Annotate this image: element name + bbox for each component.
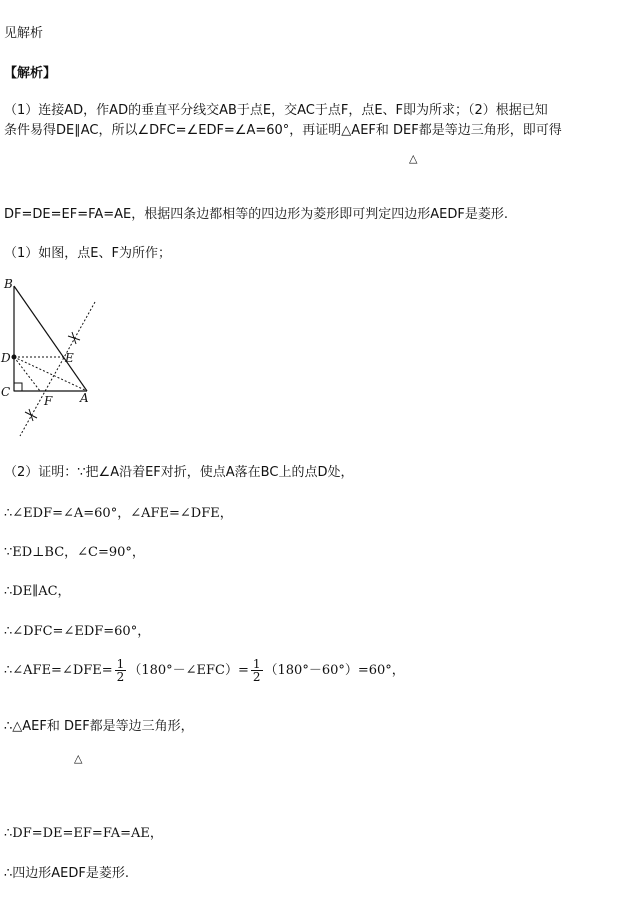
analysis-line-3: DF=DE=EF=FA=AE，根据四条边都相等的四边形为菱形即可判定四边形AEDF是菱形. [4,207,508,222]
label-A: A [80,391,89,405]
step5-part-a: ∴∠AFE=∠DFE= [4,663,113,678]
arc-mark-top [68,332,80,344]
geometry-figure [0,272,110,442]
fraction-half-1 [115,658,127,683]
label-B: B [4,277,13,291]
fraction-half-2 [251,658,263,683]
proof-step-2: ∵ED⊥BC，∠C=90°， [4,545,145,560]
fraction-denominator: 2 [252,670,261,684]
proof-step-1: ∴∠EDF=∠A=60°，∠AFE=∠DFE， [4,506,233,521]
label-E: E [65,351,74,365]
segment-DA [14,357,87,391]
right-angle-mark [14,383,22,391]
part1-statement: （1）如图，点E、F为所作； [4,246,171,261]
analysis-line-1: （1）连接AD，作AD的垂直平分线交AB于点E，交AC于点F，点E、F即为所求；（2）根据已知 [4,103,548,118]
proof-step-8: ∴四边形AEDF是菱形. [4,866,129,881]
step5-part-c: （180°－60°）=60°， [264,663,405,678]
point-D [12,355,17,360]
arc-mark-bottom [25,409,37,421]
proof-intro: （2）证明：∵把∠A沿着EF对折，使点A落在BC上的点D处， [4,465,354,480]
fraction-denominator: 2 [116,670,125,684]
proof-step-3: ∴DE∥AC， [4,584,71,599]
analysis-line-2: 条件易得DE∥AC，所以∠DFC=∠EDF=∠A=60°，再证明△AEF和 DEF都是等边三角形，即可得 [4,123,562,138]
triangle-mark: △ [409,152,418,165]
fraction-numerator: 1 [252,657,261,671]
triangle-mark: △ [74,752,83,765]
label-F: F [44,394,53,408]
proof-step-6: ∴△AEF和 DEF都是等边三角形， [4,719,194,734]
answer-header: 见解析 [4,26,44,41]
label-D: D [1,351,11,365]
section-title: 【解析】 [4,66,57,81]
proof-step-4: ∴∠DFC=∠EDF=60°， [4,624,151,639]
proof-step-5 [4,658,405,683]
step5-part-b: （180°－∠EFC）= [128,663,249,678]
segment-DF [14,357,40,391]
fraction-numerator: 1 [116,657,125,671]
proof-step-7: ∴DF=DE=EF=FA=AE， [4,826,163,841]
label-C: C [1,385,11,399]
